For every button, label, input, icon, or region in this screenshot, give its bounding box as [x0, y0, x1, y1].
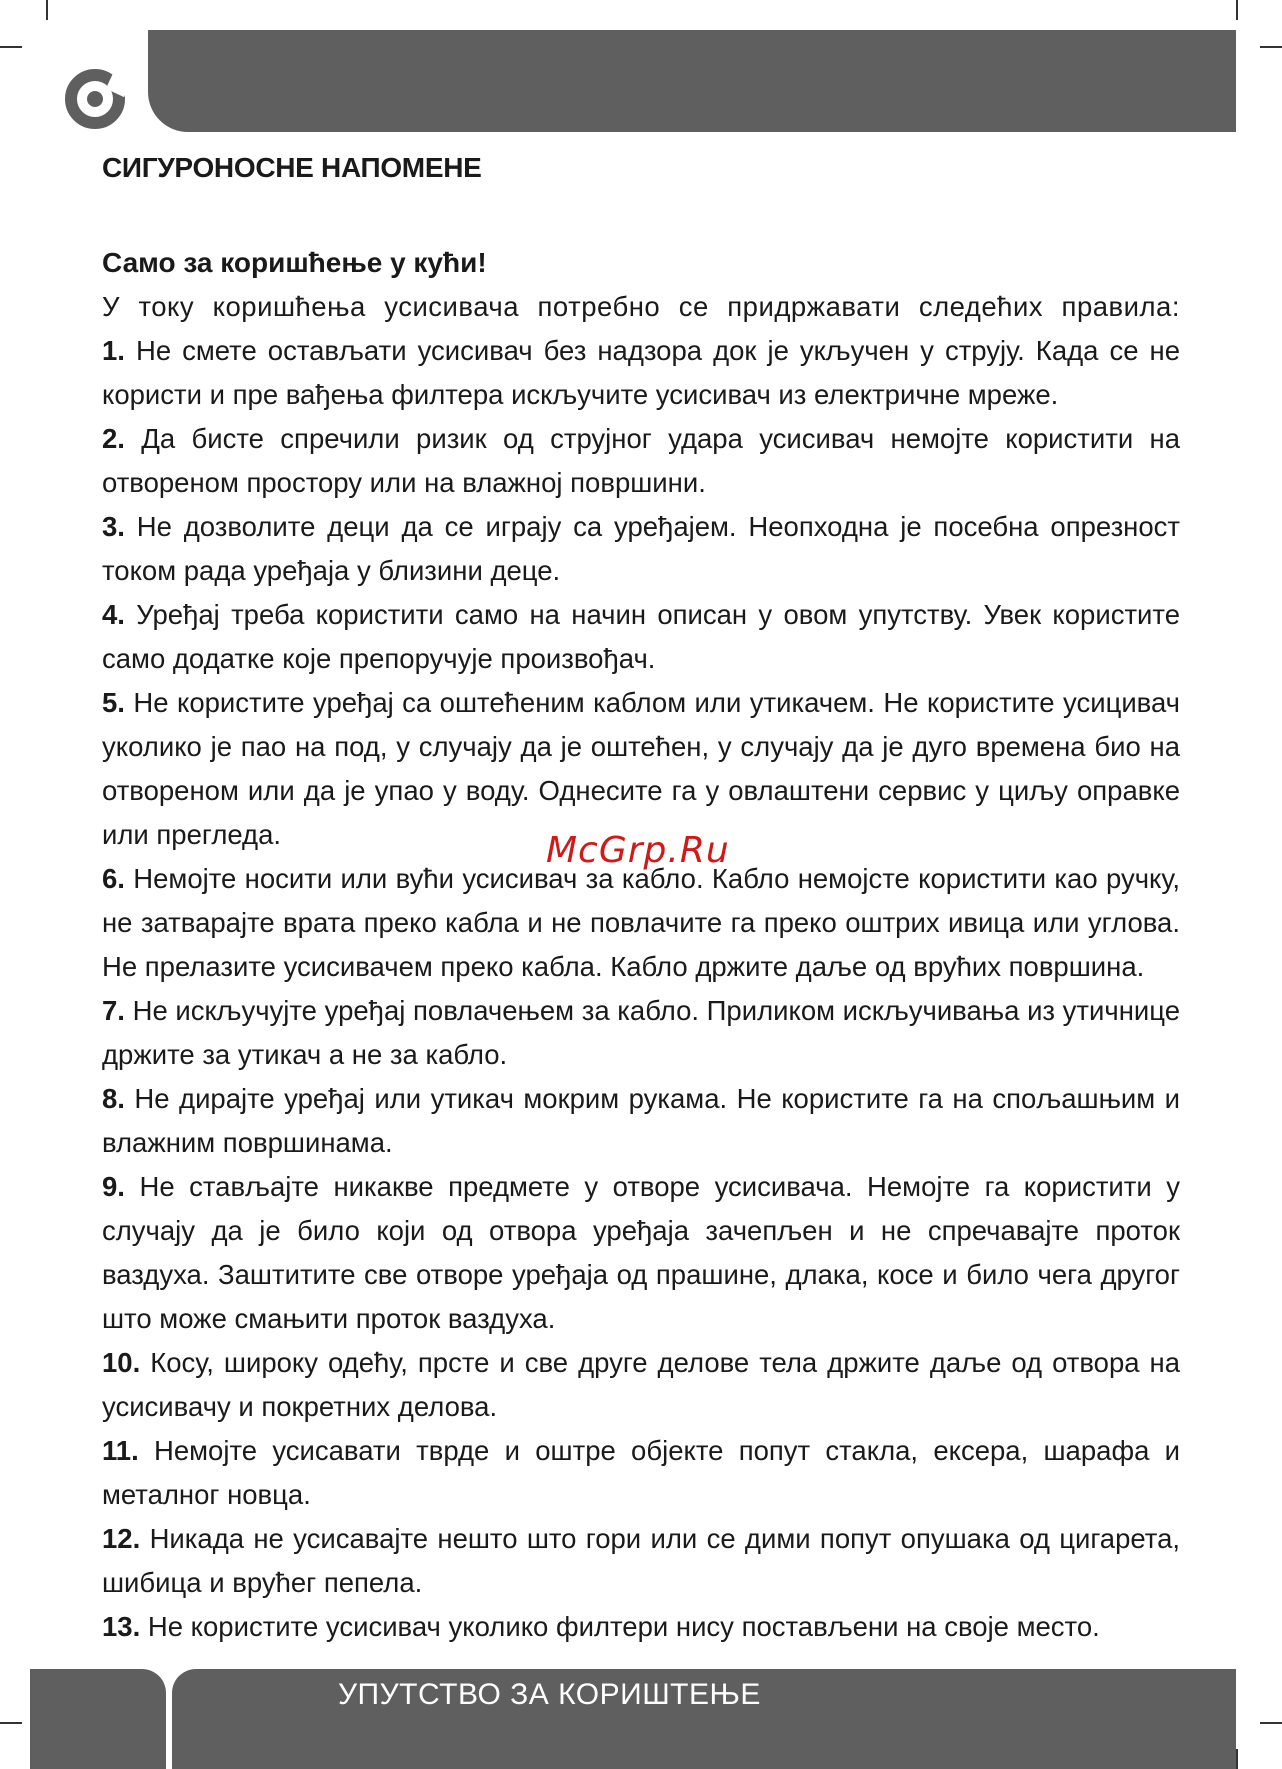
intro-text: У току коришћења усисивача потребно се придржавати следећих правила: — [102, 291, 1180, 322]
rule-number: 4. — [102, 599, 125, 630]
crop-mark — [0, 1722, 22, 1724]
safety-rule — [102, 989, 1180, 1077]
orbit-logo-icon — [62, 66, 128, 132]
rule-number: 5. — [102, 687, 125, 718]
safety-rule — [102, 593, 1180, 681]
safety-rule — [102, 1077, 1180, 1165]
rule-number: 13. — [102, 1611, 141, 1642]
rule-text: Не смете остављати усисивач без надзора док је укључен у струју. Када се не користи и пре вађења филтера искључите усисивач из електричне мреже. — [102, 335, 1181, 410]
footer-label: УПУТСТВО ЗА КОРИШТЕЊЕ — [338, 1678, 761, 1711]
safety-rule — [102, 505, 1180, 593]
crop-mark — [1236, 0, 1238, 20]
safety-rule — [102, 857, 1180, 989]
rule-text: Не стављајте никакве предмете у отворе усисивача. Немојте га користити у случају да је било који од отвора уређаја зачепљен и не спречавајте проток ваздуха. Заштитите све отворе уређаја од прашине, длака, косе и било чега другог што може смањити проток ваздуха. — [102, 1171, 1181, 1334]
crop-mark — [1236, 1749, 1238, 1769]
rule-number: 10. — [102, 1347, 141, 1378]
rule-number: 9. — [102, 1171, 125, 1202]
rule-number: 12. — [102, 1523, 141, 1554]
rule-text: Немојте носити или вући усисивач за кабло. Кабло немојсте користити као ручку, не затварајте врата преко кабла и не повлачите га преко оштрих ивица или углова. Не прелазите усисивачем преко кабла. Кабло држите даље од врућих површина. — [102, 863, 1180, 982]
rule-text: Не искључујте уређај повлачењем за кабло. Приликом искључивања из утичнице држите за утикач а не за кабло. — [102, 995, 1181, 1070]
safety-rule — [102, 329, 1180, 417]
rule-number: 6. — [102, 863, 125, 894]
safety-rule — [102, 1165, 1180, 1341]
safety-rule — [102, 417, 1180, 505]
footer-page-tab — [30, 1669, 166, 1769]
watermark: McGrp.Ru — [546, 830, 730, 871]
rule-text: Не користите усисивач уколико филтери нису постављени на своје место. — [147, 1611, 1100, 1642]
safety-rule — [102, 1341, 1180, 1429]
safety-rule — [102, 1605, 1180, 1649]
rule-number: 3. — [102, 511, 125, 542]
rule-text: Не користите уређај са оштећеним каблом или утикачем. Не користите усицивач уколико је пао на под, у случају да је оштећен, у случају да је дуго времена био на отвореном или да је упао у воду. Однесите га у овлаштени сервис у циљу оправке или прегледа. — [102, 687, 1180, 850]
page-title: СИГУРОНОСНЕ НАПОМЕНЕ — [102, 152, 482, 183]
safety-rule — [102, 1517, 1180, 1605]
rule-text: Да бисте спречили ризик од струјног удара усисивач немојте користити на отвореном простору или на влажној површини. — [102, 423, 1181, 498]
rule-text: Немојте усисавати тврде и оштре објекте попут стакла, ексера, шарафа и металног новца. — [102, 1435, 1180, 1510]
crop-mark — [46, 0, 48, 20]
rule-text: Не дирајте уређај или утикач мокрим рукама. Не користите га на спољашњим и влажним површинама. — [102, 1083, 1180, 1158]
crop-mark — [1260, 1722, 1282, 1724]
crop-mark — [0, 46, 22, 48]
rule-number: 8. — [102, 1083, 125, 1114]
safety-rule — [102, 1429, 1180, 1517]
document-body — [102, 241, 1180, 1649]
rule-text: Никада не усисавајте нешто што гори или се дими попут опушака од цигарета, шибица и врућег пепела. — [102, 1523, 1181, 1598]
rule-text: Косу, широку одећу, прсте и све друге делове тела држите даље од отвора на усисивачу и покретних делова. — [102, 1347, 1180, 1422]
safety-rules-list — [102, 329, 1180, 1649]
subtitle: Само за коришћење у кући! — [102, 247, 487, 278]
rule-number: 2. — [102, 423, 125, 454]
rule-number: 11. — [102, 1435, 139, 1466]
rule-text: Уређај треба користити само на начин описан у овом упутству. Увек користите само додатке које препоручује произвођач. — [102, 599, 1180, 674]
rule-text: Не дозволите деци да се играју са уређајем. Неопходна је посебна опрезност током рада уређаја у близини деце. — [102, 511, 1181, 586]
rule-number: 1. — [102, 335, 125, 366]
crop-mark — [1260, 46, 1282, 48]
header-bar — [148, 30, 1236, 132]
rule-number: 7. — [102, 995, 125, 1026]
